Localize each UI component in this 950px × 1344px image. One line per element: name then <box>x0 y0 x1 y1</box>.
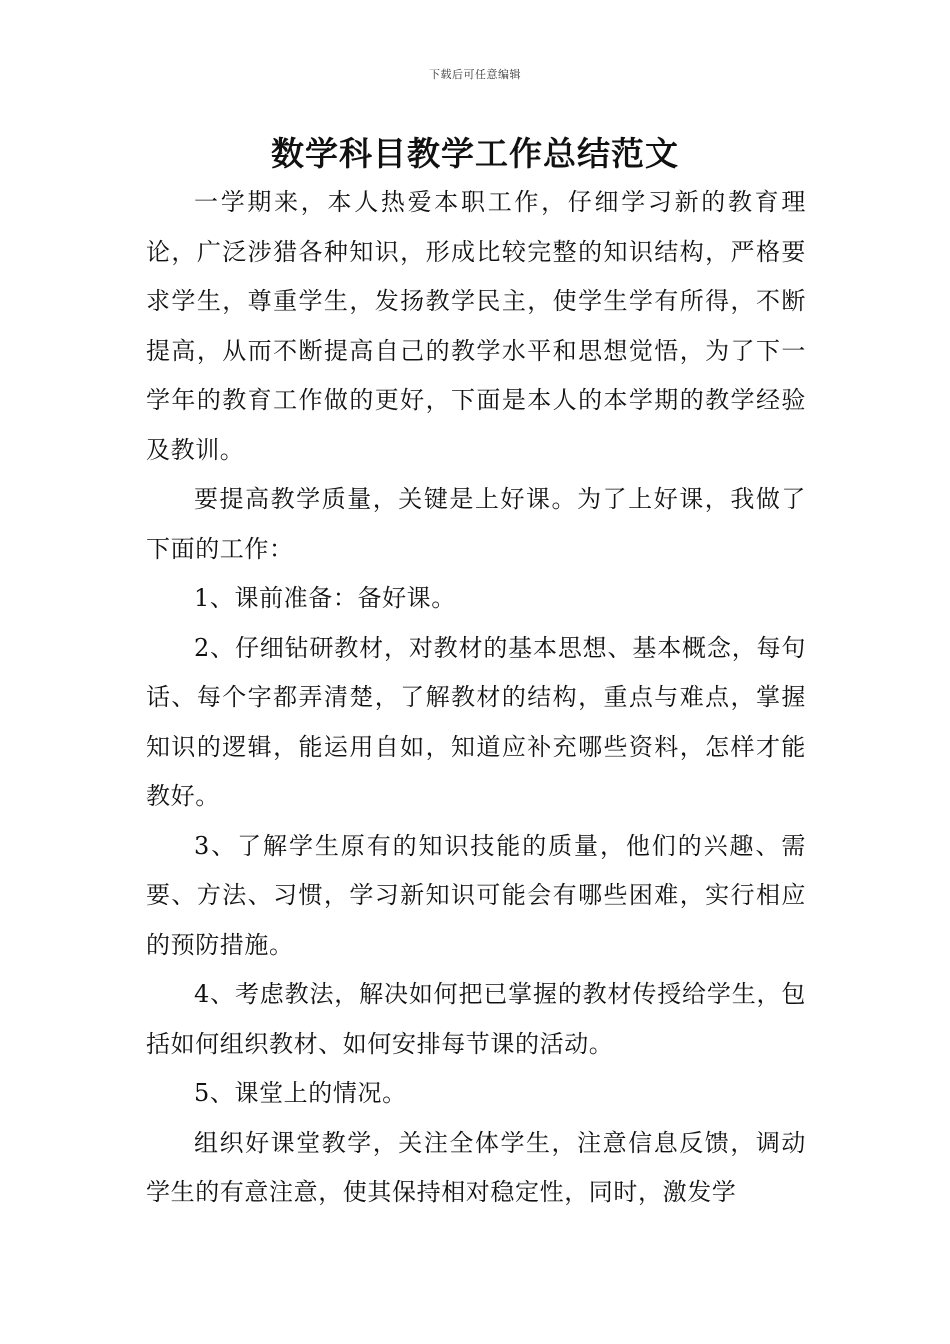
document-title: 数学科目教学工作总结范文 <box>271 134 679 173</box>
header-note: 下载后可任意编辑 <box>429 68 521 81</box>
paragraph-classroom: 组织好课堂教学，关注全体学生，注意信息反馈，调动学生的有意注意，使其保持相对稳定性，同时，激发学 <box>146 1128 806 1206</box>
paragraph-intro: 一学期来，本人热爱本职工作，仔细学习新的教育理论，广泛涉猎各种知识，形成比较完整的知识结构，严格要求学生，尊重学生，发扬教学民主，使学生学有所得，不断提高，从而不断提高自己的教学水平和思想觉悟，为了下一学年的教育工作做的更好，下面是本人的本学期的教学经验及教训。 <box>146 188 806 464</box>
paragraph-item-1: 1、课前准备：备好课。 <box>194 584 456 612</box>
document-body <box>146 178 806 1218</box>
paragraph-key-point: 要提高教学质量，关键是上好课。为了上好课，我做了下面的工作： <box>146 485 806 563</box>
paragraph-item-5: 5、课堂上的情况。 <box>194 1079 407 1107</box>
paragraph-item-3: 3、了解学生原有的知识技能的质量，他们的兴趣、需要、方法、习惯，学习新知识可能会有哪些困难，实行相应的预防措施。 <box>146 831 806 959</box>
paragraph-item-4: 4、考虑教法，解决如何把已掌握的教材传授给学生，包括如何组织教材、如何安排每节课的活动。 <box>146 980 806 1058</box>
paragraph-item-2: 2、仔细钻研教材，对教材的基本思想、基本概念，每句话、每个字都弄清楚，了解教材的结构，重点与难点，掌握知识的逻辑，能运用自如，知道应补充哪些资料，怎样才能教好。 <box>146 633 806 810</box>
